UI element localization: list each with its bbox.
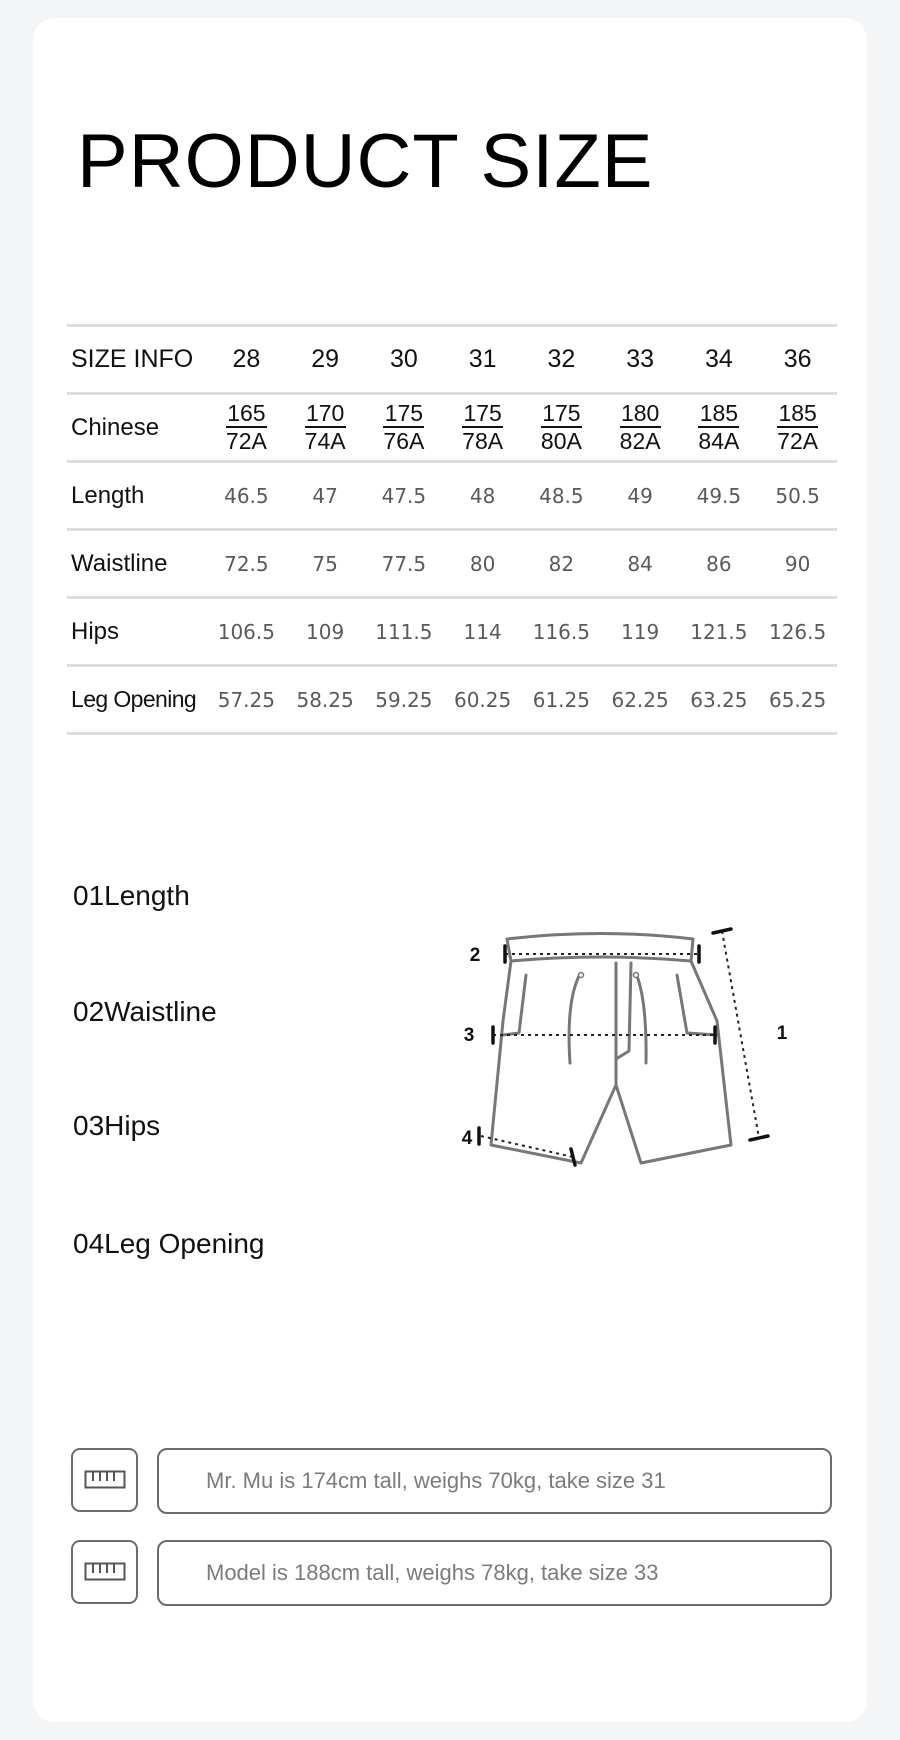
table-cell: 75: [286, 530, 365, 598]
leg-opening-row: [67, 666, 837, 734]
shorts-diagram-icon: [461, 923, 821, 1203]
table-cell: 59.25: [365, 666, 444, 734]
size-header-cell: 33: [601, 326, 680, 394]
table-cell: 58.25: [286, 666, 365, 734]
table-cell: 77.5: [365, 530, 444, 598]
table-cell: 46.5: [207, 462, 286, 530]
table-cell: 49.5: [680, 462, 759, 530]
length-row: [67, 462, 837, 530]
chinese-row-label: Chinese: [67, 394, 207, 462]
chinese-size-cell: [680, 394, 759, 462]
table-cell: 50.5: [758, 462, 837, 530]
diagram-marker-2: 2: [469, 945, 481, 966]
chinese-height: 185: [698, 401, 739, 428]
chinese-code: 72A: [777, 428, 819, 455]
chinese-code: 74A: [304, 428, 346, 455]
table-cell: 121.5: [680, 598, 759, 666]
size-header-row: [67, 326, 837, 394]
table-cell: 90: [758, 530, 837, 598]
table-cell: 61.25: [522, 666, 601, 734]
chinese-size-cell: [286, 394, 365, 462]
measure-label-leg-opening: 04Leg Opening: [73, 1228, 265, 1259]
table-cell: 119: [601, 598, 680, 666]
hips-row: [67, 598, 837, 666]
ruler-icon: [71, 1540, 138, 1604]
chinese-code: 72A: [225, 428, 267, 455]
chinese-code: 78A: [462, 428, 504, 455]
chinese-height: 175: [541, 401, 582, 428]
chinese-code: 76A: [383, 428, 425, 455]
table-cell: 63.25: [680, 666, 759, 734]
table-cell: 80: [443, 530, 522, 598]
table-cell: 62.25: [601, 666, 680, 734]
table-cell: 57.25: [207, 666, 286, 734]
size-header-cell: 32: [522, 326, 601, 394]
size-card: [33, 18, 867, 1722]
size-header-cell: 36: [758, 326, 837, 394]
table-cell: 114: [443, 598, 522, 666]
size-info-label: SIZE INFO: [67, 326, 207, 394]
diagram-marker-4: 4: [461, 1128, 473, 1149]
row-label: Waistline: [67, 530, 207, 598]
row-label: Hips: [67, 598, 207, 666]
chinese-size-cell: [758, 394, 837, 462]
chinese-height: 185: [777, 401, 818, 428]
chinese-height: 175: [383, 401, 424, 428]
table-cell: 116.5: [522, 598, 601, 666]
chinese-height: 165: [226, 401, 267, 428]
table-cell: 47.5: [365, 462, 444, 530]
size-header-cell: 28: [207, 326, 286, 394]
table-cell: 109: [286, 598, 365, 666]
chinese-size-cell: [601, 394, 680, 462]
table-cell: 84: [601, 530, 680, 598]
diagram-marker-1: 1: [776, 1023, 788, 1044]
measure-label-waistline: 02Waistline: [73, 996, 217, 1027]
table-cell: 106.5: [207, 598, 286, 666]
table-cell: 47: [286, 462, 365, 530]
chinese-code: 80A: [540, 428, 582, 455]
chinese-size-cell: [522, 394, 601, 462]
chinese-size-row: [67, 394, 837, 462]
chinese-height: 180: [620, 401, 661, 428]
chinese-code: 82A: [619, 428, 661, 455]
measure-label-hips: 03Hips: [73, 1110, 161, 1141]
measure-label-length: 01Length: [73, 880, 190, 911]
ruler-glyph-icon: [84, 1562, 126, 1582]
table-cell: 49: [601, 462, 680, 530]
table-cell: 111.5: [365, 598, 444, 666]
ruler-glyph-icon: [84, 1470, 126, 1490]
table-cell: 60.25: [443, 666, 522, 734]
size-header-cell: 31: [443, 326, 522, 394]
chinese-height: 175: [462, 401, 503, 428]
size-header-cell: 30: [365, 326, 444, 394]
table-cell: 86: [680, 530, 759, 598]
size-table: [67, 324, 837, 735]
size-header-cell: 29: [286, 326, 365, 394]
row-label: Length: [67, 462, 207, 530]
model-info-note: Model is 188cm tall, weighs 78kg, take size 33: [157, 1540, 832, 1606]
chinese-size-cell: [207, 394, 286, 462]
diagram-marker-3: 3: [463, 1025, 475, 1046]
table-cell: 72.5: [207, 530, 286, 598]
table-cell: 48: [443, 462, 522, 530]
chinese-code: 84A: [698, 428, 740, 455]
chinese-size-cell: [365, 394, 444, 462]
size-header-cell: 34: [680, 326, 759, 394]
ruler-icon: [71, 1448, 138, 1512]
chinese-size-cell: [443, 394, 522, 462]
table-cell: 82: [522, 530, 601, 598]
model-info-note: Mr. Mu is 174cm tall, weighs 70kg, take size 31: [157, 1448, 832, 1514]
chinese-height: 170: [305, 401, 346, 428]
table-cell: 65.25: [758, 666, 837, 734]
waistline-row: [67, 530, 837, 598]
table-cell: 126.5: [758, 598, 837, 666]
page-title: PRODUCT SIZE: [77, 119, 654, 204]
table-cell: 48.5: [522, 462, 601, 530]
row-label: Leg Opening: [67, 666, 207, 734]
